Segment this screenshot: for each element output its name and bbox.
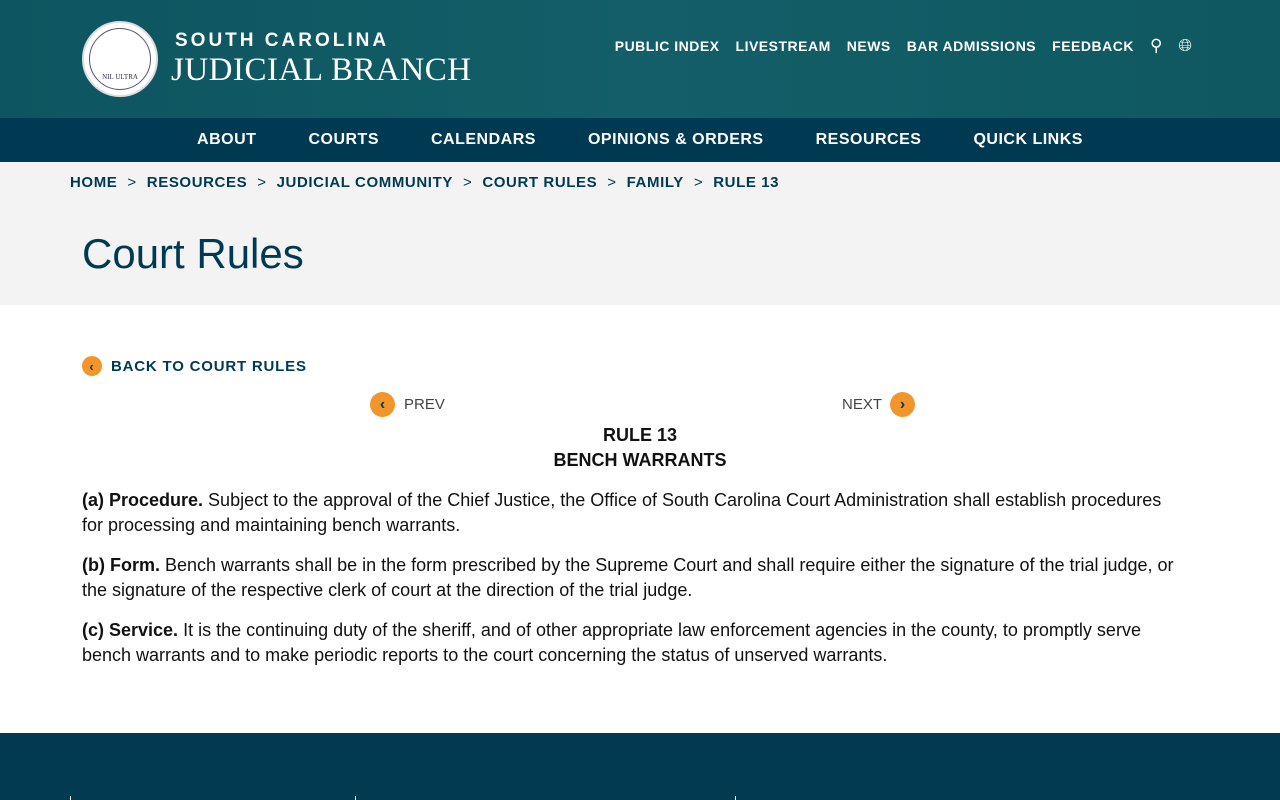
crumb-home[interactable]: HOME bbox=[70, 174, 118, 191]
brand-line1[interactable]: SOUTH CAROLINA bbox=[175, 30, 390, 51]
nav-about[interactable]: ABOUT bbox=[197, 131, 257, 148]
crumb-resources[interactable]: RESOURCES bbox=[146, 174, 248, 191]
breadcrumb: HOME > RESOURCES > JUDICIAL COMMUNITY > COURT RULES > FAMILY > RULE 13 bbox=[70, 174, 780, 191]
footer-divider bbox=[355, 796, 356, 800]
util-public-index[interactable]: PUBLIC INDEX bbox=[614, 38, 720, 54]
crumb-rule-13: RULE 13 bbox=[713, 174, 780, 191]
next-link[interactable]: NEXT › bbox=[842, 392, 915, 417]
nav-quick-links[interactable]: QUICK LINKS bbox=[973, 131, 1083, 148]
nav-opinions-orders[interactable]: OPINIONS & ORDERS bbox=[587, 131, 764, 148]
util-news[interactable]: NEWS bbox=[846, 38, 891, 54]
util-livestream[interactable]: LIVESTREAM bbox=[735, 38, 831, 54]
util-bar-admissions[interactable]: BAR ADMISSIONS bbox=[906, 38, 1037, 54]
crumb-court-rules[interactable]: COURT RULES bbox=[482, 174, 598, 191]
supreme-court-seal-logo[interactable]: NIL ULTRA bbox=[82, 21, 158, 97]
site-header bbox=[0, 0, 1280, 118]
page-hero bbox=[0, 162, 1280, 305]
globe-icon[interactable]: 🌐︎ bbox=[1178, 36, 1192, 55]
page-title: Court Rules bbox=[82, 230, 304, 277]
rule-body bbox=[82, 488, 1182, 683]
main-content bbox=[0, 305, 1280, 733]
chevron-right-icon: › bbox=[890, 392, 915, 417]
rule-number: RULE 13 bbox=[602, 425, 678, 445]
nav-courts[interactable]: COURTS bbox=[308, 131, 379, 148]
chevron-left-icon: ‹ bbox=[82, 356, 102, 376]
utility-nav bbox=[615, 36, 1192, 56]
section-b: (b) Form. Bench warrants shall be in the form prescribed by the Supreme Court and shall require either the signature of the trial judge, or the signature of the respective clerk of court at the direction of the trial judge. bbox=[82, 555, 1174, 600]
main-nav bbox=[0, 118, 1280, 162]
footer-divider bbox=[735, 796, 736, 800]
rule-title bbox=[0, 423, 1280, 473]
crumb-judicial-community[interactable]: JUDICIAL COMMUNITY bbox=[276, 174, 453, 191]
util-feedback[interactable]: FEEDBACK bbox=[1052, 38, 1134, 54]
search-icon[interactable]: ⚲ bbox=[1149, 36, 1163, 55]
nav-resources[interactable]: RESOURCES bbox=[815, 131, 922, 148]
chevron-left-icon: ‹ bbox=[370, 392, 395, 417]
site-footer bbox=[0, 733, 1280, 800]
back-to-court-rules-link[interactable]: ‹ BACK TO COURT RULES bbox=[82, 356, 307, 376]
crumb-family[interactable]: FAMILY bbox=[626, 174, 684, 191]
nav-calendars[interactable]: CALENDARS bbox=[431, 131, 536, 148]
footer-divider bbox=[70, 796, 71, 800]
rule-name: BENCH WARRANTS bbox=[553, 450, 727, 470]
prev-link[interactable]: ‹ PREV bbox=[370, 392, 445, 417]
brand-line2[interactable]: JUDICIAL BRANCH bbox=[171, 52, 472, 88]
section-a: (a) Procedure. Subject to the approval of the Chief Justice, the Office of South Carolina Court Administration shall establish procedures for processing and maintaining bench warrants. bbox=[82, 490, 1162, 535]
section-c: (c) Service. It is the continuing duty of the sheriff, and of other appropriate law enforcement agencies in the county, to promptly serve bench warrants and to make periodic reports to the court concerning the status of unserved warrants. bbox=[82, 620, 1141, 665]
